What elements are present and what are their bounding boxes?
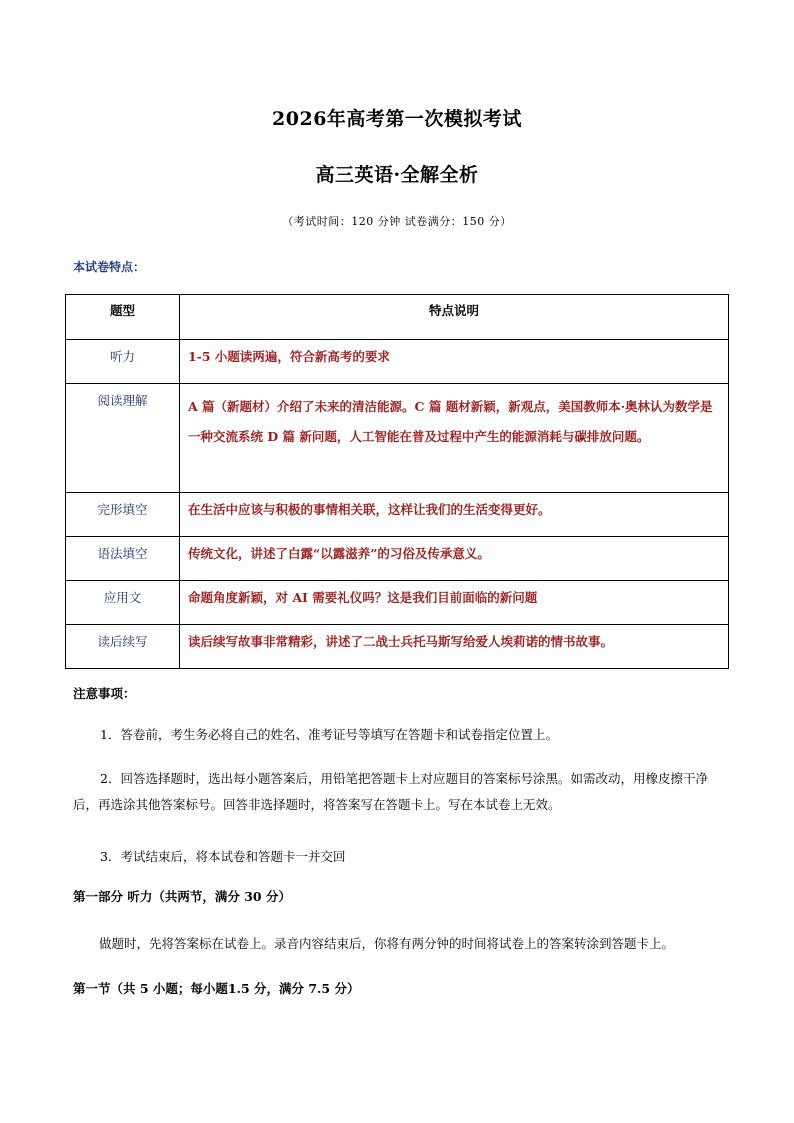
column-header-type: 题型 — [66, 295, 180, 340]
column-header-description: 特点说明 — [180, 295, 729, 340]
notice-item: 1．答卷前，考生务必将自己的姓名、准考证号等填写在答题卡和试卷指定位置上。 — [100, 727, 558, 742]
question-type-cell: 读后续写 — [66, 625, 180, 669]
table-row — [66, 625, 729, 669]
features-table — [65, 294, 729, 669]
question-type-cell: 语法填空 — [66, 537, 180, 581]
question-type-cell: 应用文 — [66, 581, 180, 625]
document-title: 2026年高考第一次模拟考试 — [272, 108, 522, 130]
part-heading: 第一部分 听力（共两节，满分 30 分） — [73, 889, 291, 904]
document-subtitle: 高三英语·全解全析 — [315, 164, 479, 186]
table-row — [66, 493, 729, 537]
feature-description-cell: 1-5 小题读两遍，符合新高考的要求 — [180, 340, 729, 384]
question-type-cell: 阅读理解 — [66, 384, 180, 493]
question-type-cell: 完形填空 — [66, 493, 180, 537]
table-row — [66, 384, 729, 493]
table-header-row — [66, 295, 729, 340]
exam-info: （考试时间：120 分钟 试卷满分：150 分） — [282, 215, 512, 228]
features-label: 本试卷特点： — [73, 260, 146, 274]
question-type-cell: 听力 — [66, 340, 180, 384]
feature-description-cell: A 篇（新题材）介绍了未来的清洁能源。C 篇 题材新颖，新观点，美国教师本·奥林认为数学是一种交流系统 D 篇 新问题，人工智能在普及过程中产生的能源消耗与碳排放问题。 — [180, 384, 729, 493]
feature-description-cell: 读后续写故事非常精彩，讲述了二战士兵托马斯写给爱人埃莉诺的情书故事。 — [180, 625, 729, 669]
feature-description-cell: 在生活中应该与积极的事情相关联，这样让我们的生活变得更好。 — [180, 493, 729, 537]
table-row — [66, 537, 729, 581]
notice-item: 3．考试结束后，将本试卷和答题卡一并交回 — [100, 849, 346, 864]
table-row — [66, 581, 729, 625]
feature-description-cell: 命题角度新颖，对 AI 需要礼仪吗？这是我们目前面临的新问题 — [180, 581, 729, 625]
notice-item: 2．回答选择题时，选出每小题答案后，用铅笔把答题卡上对应题目的答案标号涂黑。如需改动，用橡皮擦干净后，再选涂其他答案标号。回答非选择题时，将答案写在答题卡上。写在本试卷上无效。 — [73, 771, 708, 812]
table-row — [66, 340, 729, 384]
part-instructions: 做题时，先将答案标在试卷上。录音内容结束后，你将有两分钟的时间将试卷上的答案转涂到答题卡上。 — [99, 936, 675, 951]
feature-description-cell: 传统文化，讲述了白露“以露滋养”的习俗及传承意义。 — [180, 537, 729, 581]
notice-label: 注意事项： — [73, 686, 136, 701]
section-heading: 第一节（共 5 小题；每小题1.5 分，满分 7.5 分） — [73, 981, 360, 996]
